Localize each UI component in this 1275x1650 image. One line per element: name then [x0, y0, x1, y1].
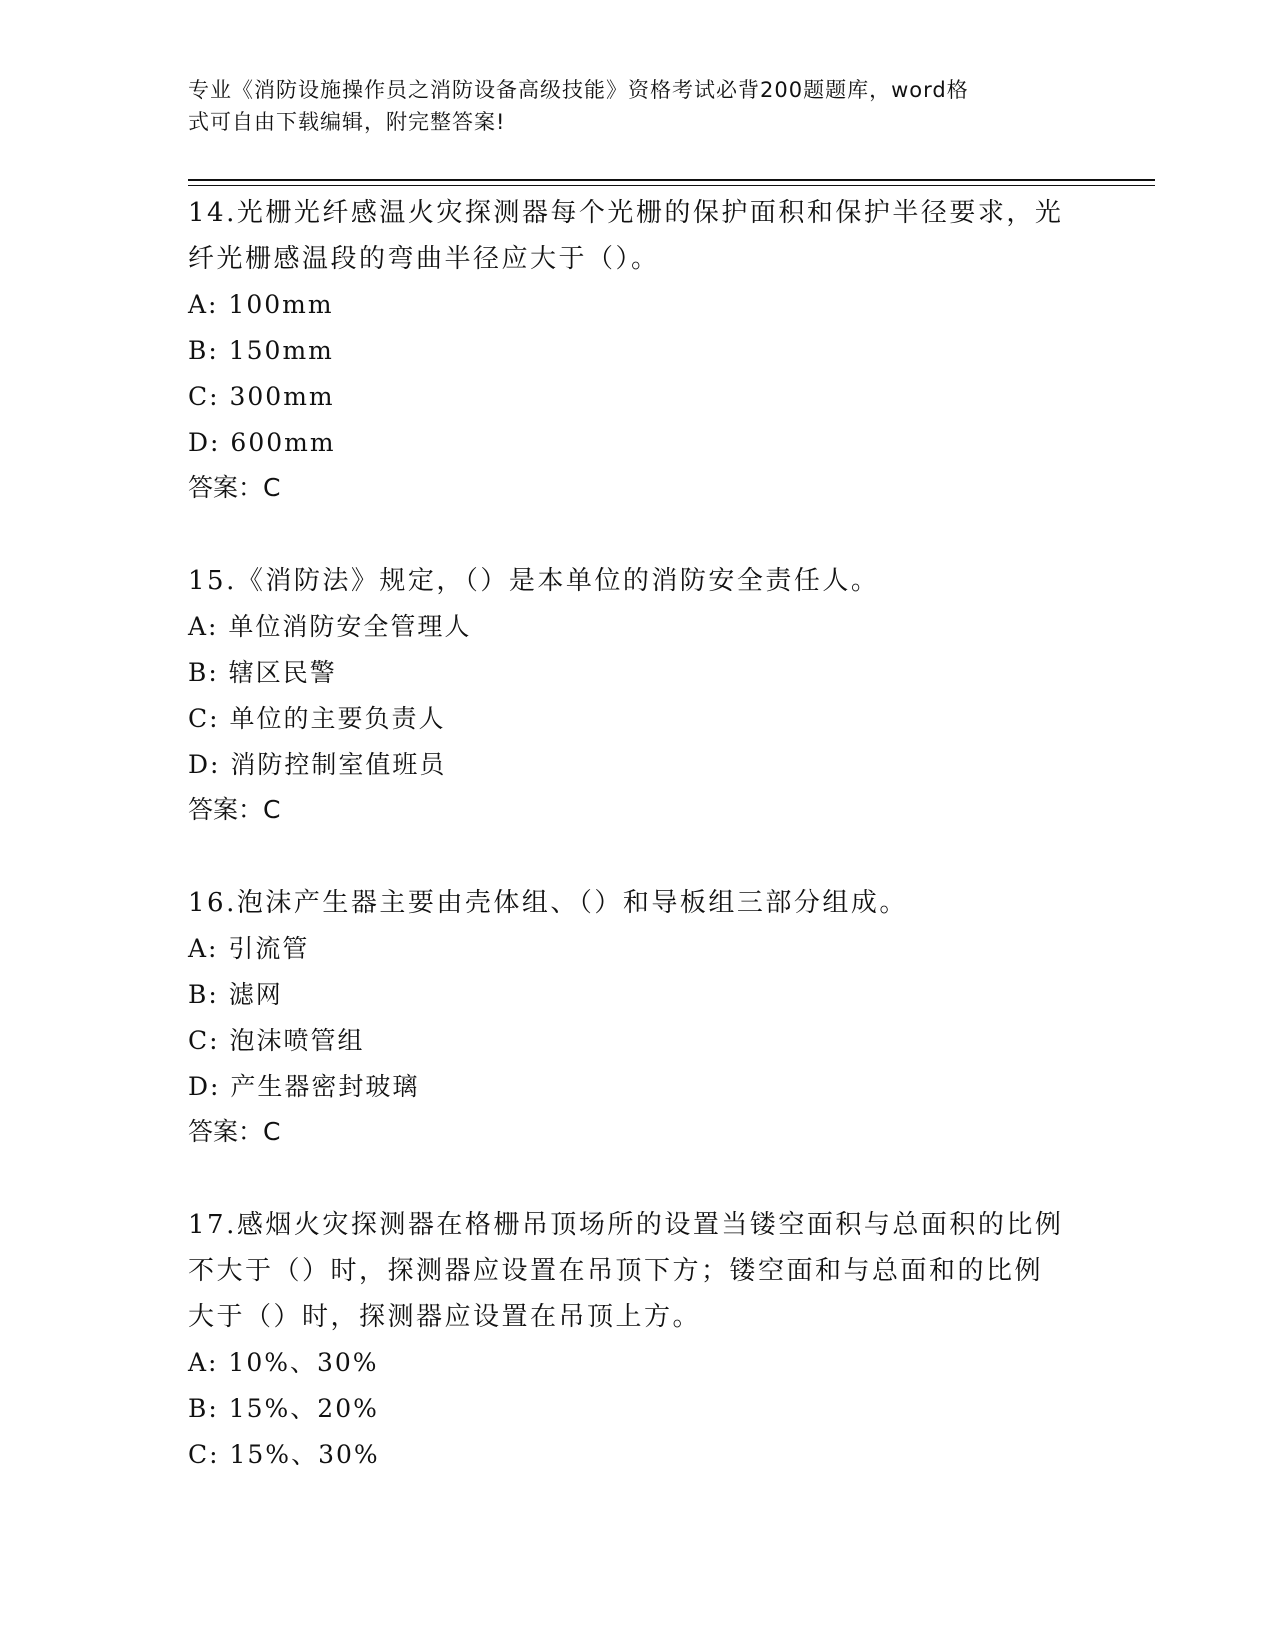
- question-stem: 16.泡沫产生器主要由壳体组、（）和导板组三部分组成。: [188, 888, 908, 918]
- question-stem: [188, 1202, 1088, 1340]
- question-stem-line: 不大于（）时，探测器应设置在吊顶下方；镂空面和与总面和的比例: [188, 1256, 1044, 1286]
- option-b: B: 辖区民警: [188, 658, 337, 687]
- question-17: [188, 1202, 1088, 1478]
- header-line-2: 式可自由下载编辑，附完整答案!: [188, 110, 506, 134]
- answer-line: 答案：C: [188, 473, 281, 502]
- question-stem-line: 17.感烟火灾探测器在格栅吊顶场所的设置当镂空面积与总面积的比例: [188, 1210, 1064, 1240]
- option-c: C: 单位的主要负责人: [188, 704, 446, 733]
- option-a: A: 100mm: [188, 290, 334, 319]
- option-b: B: 150mm: [188, 336, 334, 365]
- question-stem: [188, 190, 1088, 282]
- answer-line: 答案：C: [188, 1117, 281, 1146]
- option-c: C: 泡沫喷管组: [188, 1026, 365, 1055]
- question-stem-line: 14.光栅光纤感温火灾探测器每个光栅的保护面积和保护半径要求，光: [188, 198, 1064, 228]
- option-a: A: 单位消防安全管理人: [188, 612, 472, 641]
- option-a: A: 引流管: [188, 934, 310, 963]
- document-header: [188, 74, 1068, 138]
- option-a: A: 10%、30%: [188, 1348, 379, 1377]
- option-d: D: 产生器密封玻璃: [188, 1072, 420, 1101]
- question-stem-line: 纤光栅感温段的弯曲半径应大于（）。: [188, 244, 660, 274]
- option-b: B: 滤网: [188, 980, 283, 1009]
- question-stem-line: 大于（）时，探测器应设置在吊顶上方。: [188, 1302, 702, 1332]
- question-16: [188, 880, 1088, 1154]
- answer-line: 答案：C: [188, 795, 281, 824]
- header-divider-thin: [188, 185, 1155, 186]
- question-15: [188, 558, 1088, 832]
- question-14: [188, 190, 1088, 510]
- option-d: D: 600mm: [188, 428, 336, 457]
- header-divider-thick: [188, 179, 1155, 181]
- header-line-1: 专业《消防设施操作员之消防设备高级技能》资格考试必背200题题库，word格: [188, 78, 969, 102]
- question-list: [188, 190, 1088, 1478]
- option-d: D: 消防控制室值班员: [188, 750, 447, 779]
- option-c: C: 300mm: [188, 382, 335, 411]
- question-stem: 15.《消防法》规定，（）是本单位的消防安全责任人。: [188, 566, 880, 596]
- option-b: B: 15%、20%: [188, 1394, 379, 1423]
- option-c: C: 15%、30%: [188, 1440, 380, 1469]
